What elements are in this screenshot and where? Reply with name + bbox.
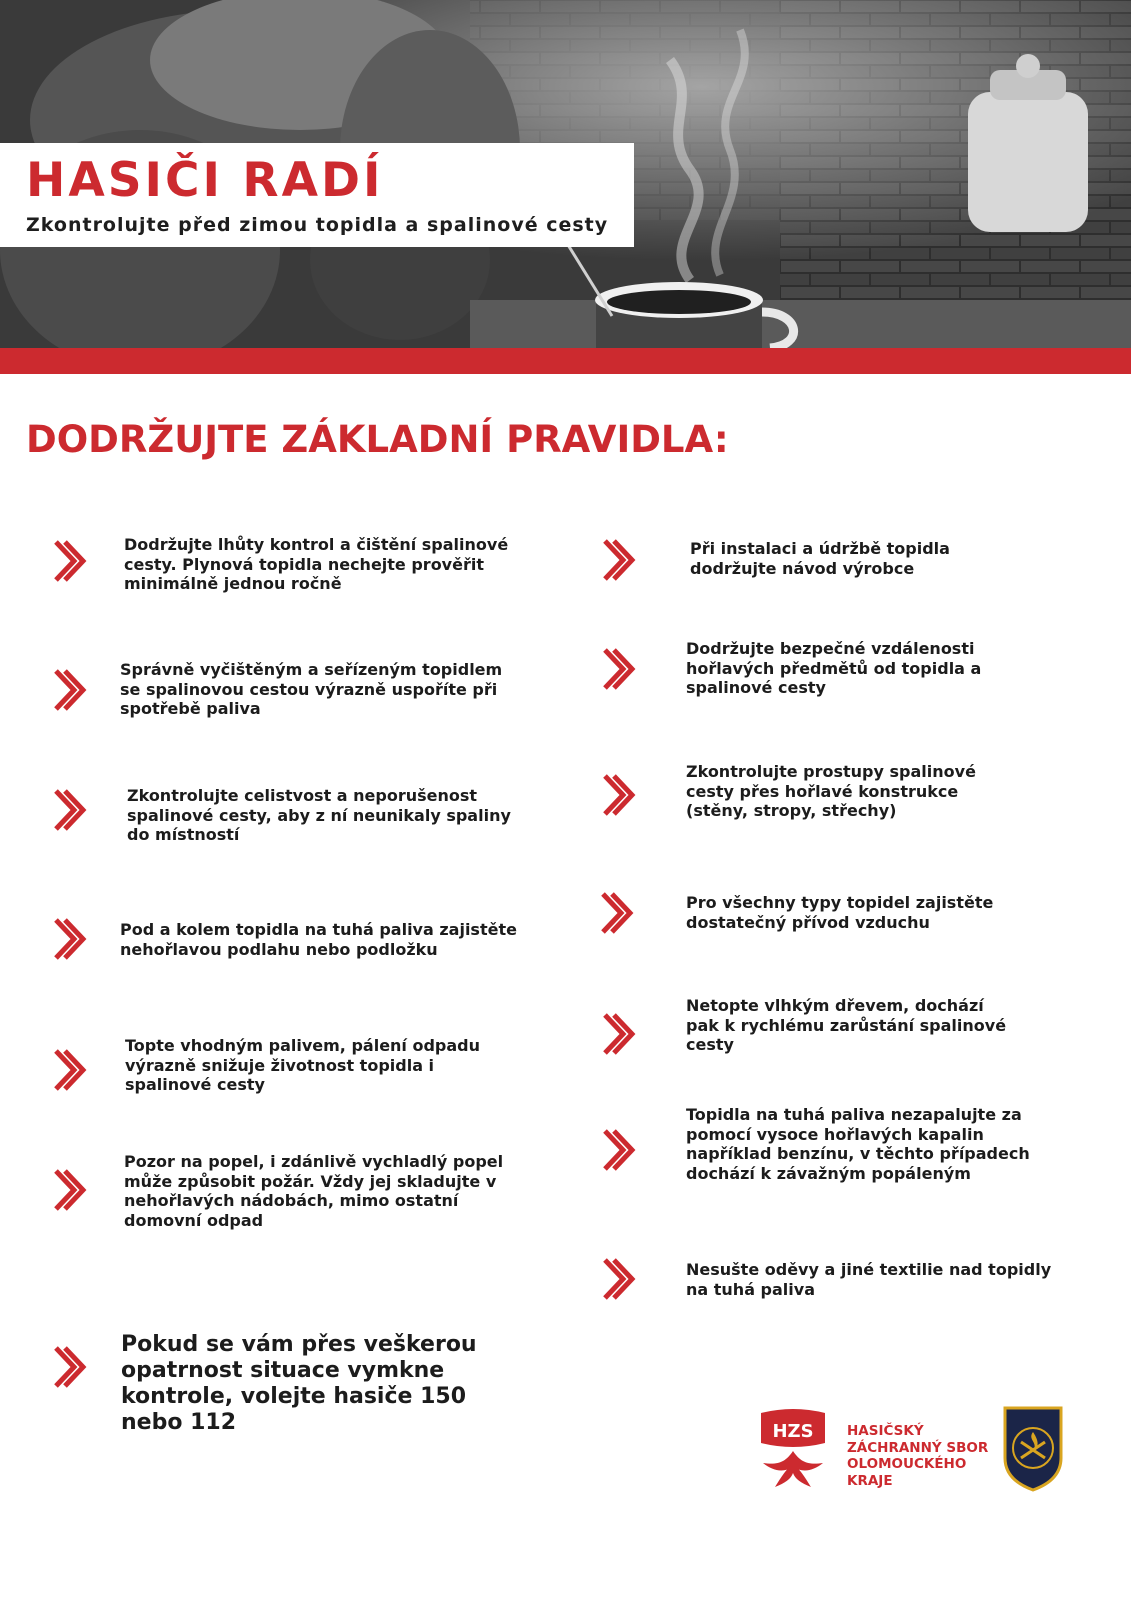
tip-left-1: Dodržujte lhůty kontrol a čištění spalinové cesty. Plynová topidla nechejte prověřit minimálně jednou ročně xyxy=(124,535,509,593)
tip-right-7: Nesušte oděvy a jiné textilie nad topidly na tuhá paliva xyxy=(686,1260,1052,1299)
org-name-line: HASIČSKÝ xyxy=(847,1423,924,1439)
tip-right-1: Při instalaci a údržbě topidla dodržujte návod výrobce xyxy=(690,539,950,578)
tip-right-5: Netopte vlhkým dřevem, dochází pak k rychlému zarůstání spalinové cesty xyxy=(686,996,1007,1054)
org-name-line: OLOMOUCKÉHO xyxy=(847,1456,967,1472)
double-chevron-right-icon xyxy=(599,1127,637,1173)
tip-right-3: Zkontrolujte prostupy spalinové cesty přes hořlavé konstrukce (stěny, stropy, střechy) xyxy=(686,762,976,820)
page-subtitle: Zkontrolujte před zimou topidla a spalinové cesty xyxy=(26,214,609,236)
tip-left-3: Zkontrolujte celistvost a neporušenost spalinové cesty, aby z ní neunikaly spaliny do místností xyxy=(127,786,511,844)
organization-name xyxy=(847,1423,988,1489)
section-heading: DODRŽUJTE ZÁKLADNÍ PRAVIDLA: xyxy=(26,418,729,461)
double-chevron-right-icon xyxy=(50,916,88,962)
hero-photo xyxy=(0,0,1131,348)
tip-right-4: Pro všechny typy topidel zajistěte dostatečný přívod vzduchu xyxy=(686,893,994,932)
accent-band xyxy=(0,348,1131,374)
double-chevron-right-icon xyxy=(599,1011,637,1057)
double-chevron-right-icon xyxy=(599,537,637,583)
double-chevron-right-icon xyxy=(50,1047,88,1093)
tip-left-4: Pod a kolem topidla na tuhá paliva zajistěte nehořlavou podlahu nebo podložku xyxy=(120,920,517,959)
double-chevron-right-icon xyxy=(599,1256,637,1302)
tip-right-6: Topidla na tuhá paliva nezapalujte za pomocí vysoce hořlavých kapalin například benzínu, v těchto případech dochází k závažným popáleným xyxy=(686,1105,1030,1183)
double-chevron-right-icon xyxy=(50,1344,88,1390)
double-chevron-right-icon xyxy=(599,646,637,692)
double-chevron-right-icon xyxy=(597,890,635,936)
hzs-logo xyxy=(755,1403,831,1489)
fire-brigade-emblem-icon xyxy=(1001,1402,1065,1492)
org-name-line: ZÁCHRANNÝ SBOR xyxy=(847,1439,989,1456)
double-chevron-right-icon xyxy=(599,772,637,818)
double-chevron-right-icon xyxy=(50,787,88,833)
double-chevron-right-icon xyxy=(50,538,88,584)
tip-left-5: Topte vhodným palivem, pálení odpadu výrazně snižuje životnost topidla i spalinové cesty xyxy=(125,1036,481,1094)
emergency-note: Pokud se vám přes veškerou opatrnost situace vymkne kontrole, volejte hasiče 150 nebo 112 xyxy=(121,1332,477,1435)
tip-left-6: Pozor na popel, i zdánlivě vychladlý popel může způsobit požár. Vždy jej skladujte v nehořlavých nádobách, mimo ostatní domovní odpad xyxy=(124,1152,504,1230)
hzs-logo-text: HZS xyxy=(772,1421,814,1442)
title-box xyxy=(0,143,634,247)
tip-left-2: Správně vyčištěným a seřízeným topidlem se spalinovou cestou výrazně uspoříte při spotřebě paliva xyxy=(120,660,503,718)
tip-right-2: Dodržujte bezpečné vzdálenosti hořlavých předmětů od topidla a spalinové cesty xyxy=(686,639,982,697)
double-chevron-right-icon xyxy=(50,1167,88,1213)
org-name-line: KRAJE xyxy=(847,1472,893,1489)
page-title: HASIČI RADÍ xyxy=(26,153,384,208)
double-chevron-right-icon xyxy=(50,667,88,713)
